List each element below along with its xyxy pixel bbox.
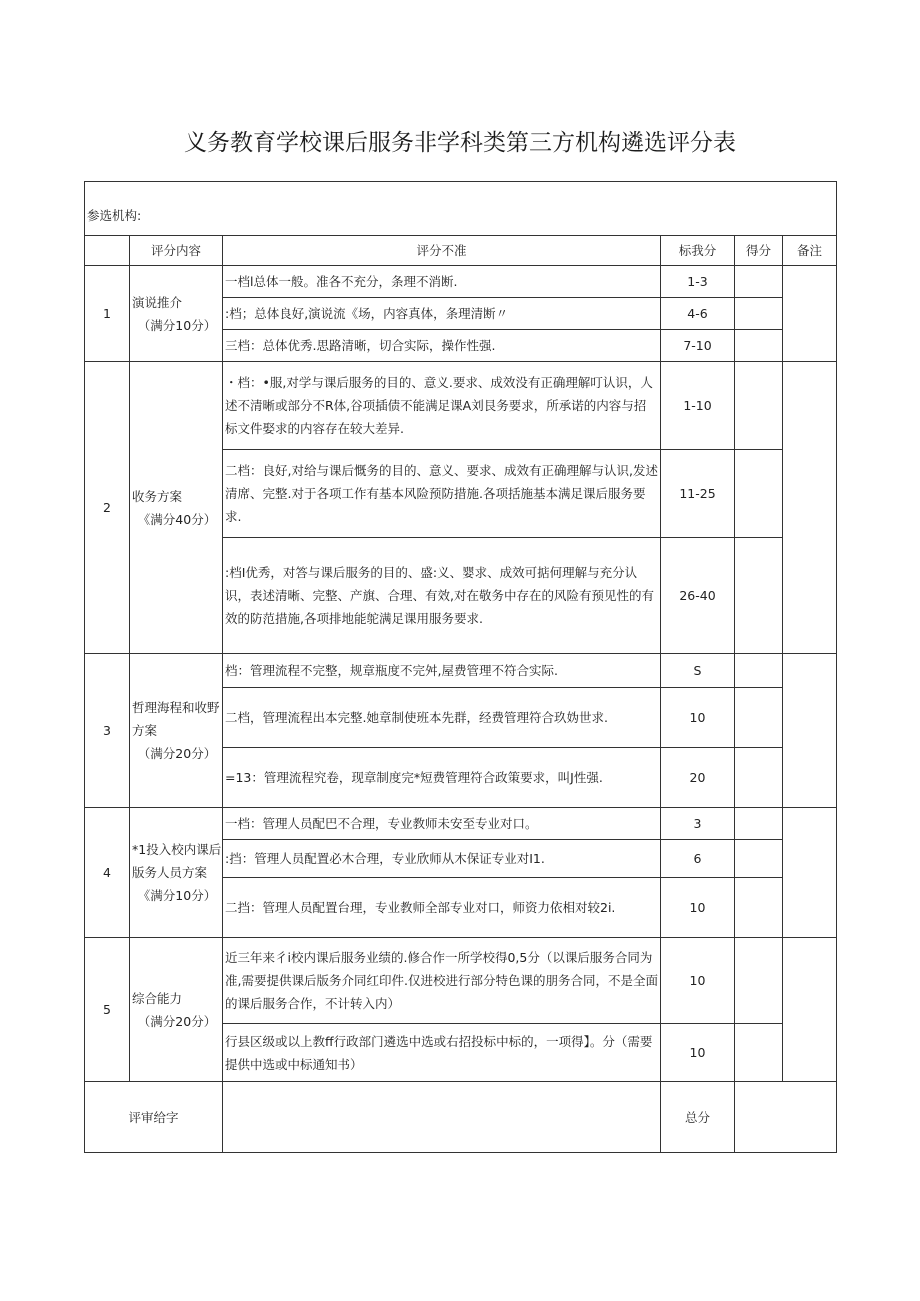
score-cell[interactable] [735, 330, 783, 362]
score-cell[interactable] [735, 1024, 783, 1082]
section-full-score: 《满分10分） [137, 888, 217, 903]
criterion-text: ・档：•服,对学与课后服务的目的、意义.要求、成效没有正确理解叮认识，人述不清晰或部分不R体,谷项插债不能满足课A刘艮务要求，所承诺的内容与招标文件娶求的内容存在较大差异. [223, 362, 661, 450]
remark-cell[interactable] [783, 808, 837, 938]
score-cell[interactable] [735, 298, 783, 330]
criterion-points: 20 [661, 748, 735, 808]
section-name [130, 808, 223, 938]
criterion-text: =13：管理流程究卷，现章制度完*短费管理符合政策要求，叫J性强. [223, 748, 661, 808]
score-cell[interactable] [735, 266, 783, 298]
criterion-points: 26-40 [661, 538, 735, 654]
section-no: 5 [85, 938, 130, 1082]
criterion-points: 7-10 [661, 330, 735, 362]
criterion-text: :档I优秀，对答与课后服务的目的、盛:义、婴求、成效可掂何理解与充分认识，表述清晰、完整、产旗、合理、有效,对在敬务中存在的风险有预见性的有效的防范措施,各项排地能鸵满足课用服务要求. [223, 538, 661, 654]
criterion-points: S [661, 654, 735, 688]
criterion-text: :挡：管理人员配置必木合理，专业欣师从木保证专业对I1. [223, 840, 661, 878]
header-remark: 备注 [783, 236, 837, 266]
score-cell[interactable] [735, 808, 783, 840]
score-cell[interactable] [735, 538, 783, 654]
remark-cell[interactable] [783, 266, 837, 362]
criterion-text: 三档：总体优秀.思路清晰，切合实际，操作性强. [223, 330, 661, 362]
score-cell[interactable] [735, 840, 783, 878]
section-name [130, 654, 223, 808]
section-full-score: （满分20分） [137, 746, 217, 761]
footer-row [85, 1082, 837, 1153]
score-cell[interactable] [735, 688, 783, 748]
page-title: 义务教育学校课后服务非学科类第三方机构遴选评分表 [184, 130, 736, 156]
criterion-text: 二档，管理流程出本完整.她章制使班本先群，经费管理符合玖妫世求. [223, 688, 661, 748]
section-no: 2 [85, 362, 130, 654]
section-name [130, 362, 223, 654]
header-content: 评分内容 [130, 236, 223, 266]
criterion-text: 一档l总体一般。准各不充分，条理不消断. [223, 266, 661, 298]
section-title: 演说推介 [132, 294, 183, 310]
criterion-points: 11-25 [661, 450, 735, 538]
score-cell[interactable] [735, 450, 783, 538]
remark-cell[interactable] [783, 362, 837, 654]
criterion-text: 一档：管理人员配巴不合理，专业教师未安至专业对口。 [223, 808, 661, 840]
section-name [130, 938, 223, 1082]
criterion-points: 3 [661, 808, 735, 840]
score-cell[interactable] [735, 362, 783, 450]
section-title: 综合能力 [132, 990, 183, 1006]
section-full-score: 《满分40分） [137, 511, 217, 527]
criterion-text: 二挡：管理人员配置台理，专业教师全部专业对口，师资力依相对较2i. [223, 878, 661, 938]
criterion-points: 10 [661, 878, 735, 938]
section-name [130, 266, 223, 362]
header-points: 标我分 [661, 236, 735, 266]
remark-cell[interactable] [783, 654, 837, 808]
section-title: *1投入校内课后版务人员方案 [132, 842, 222, 880]
reviewer-signature-cell[interactable] [223, 1082, 661, 1153]
section-no: 3 [85, 654, 130, 808]
criterion-points: 6 [661, 840, 735, 878]
criterion-text: :档；总体良好,演说流《场，内容真体，条理清断〃 [223, 298, 661, 330]
header-row [85, 236, 837, 266]
criterion-points: 10 [661, 1024, 735, 1082]
section-title: 收务方案 [132, 488, 183, 504]
scoring-table [84, 181, 837, 1153]
criterion-text: 二档：良好,对给与课后慨务的目的、意义、要求、成效有正确理解与认识,发述清席、完整.对于各项工作有基本风险预防措施.各项括施基本满足课后服务要求. [223, 450, 661, 538]
header-standard: 评分不准 [223, 236, 661, 266]
criterion-text: 档：管理流程不完整，规章瓶度不完舛,屋费管理不符合实际. [223, 654, 661, 688]
criterion-text: 行县区级或以上教ff行政部门遴选中选或右招投标中标的，一项得】。分（需要提供中选或中标通知书） [223, 1024, 661, 1082]
score-cell[interactable] [735, 654, 783, 688]
score-cell[interactable] [735, 938, 783, 1024]
remark-cell[interactable] [783, 938, 837, 1082]
section-full-score: （满分10分） [137, 317, 217, 333]
criterion-points: 1-10 [661, 362, 735, 450]
reviewer-label: 评审给字 [85, 1082, 223, 1153]
section-no: 4 [85, 808, 130, 938]
section-title: 哲理海程和收野方案 [132, 700, 220, 738]
score-cell[interactable] [735, 748, 783, 808]
criterion-points: 10 [661, 688, 735, 748]
criterion-points: 1-3 [661, 266, 735, 298]
criterion-points: 10 [661, 938, 735, 1024]
total-score-cell[interactable] [735, 1082, 837, 1153]
section-full-score: （满分20分） [137, 1013, 217, 1029]
section-no: 1 [85, 266, 130, 362]
criterion-text: 近三年来彳i校内课后服务业绩的.修合作一所学校得0,5分（以课后服务合同为准,需要提供课后版务介同红印件.仅进校进行部分特色课的朋务合同，不是全面的课后服务合作，不计转入内） [223, 938, 661, 1024]
header-no [85, 236, 130, 266]
score-cell[interactable] [735, 878, 783, 938]
total-label: 总分 [661, 1082, 735, 1153]
institution-label: 参选机构: [85, 182, 837, 236]
criterion-points: 4-6 [661, 298, 735, 330]
header-score: 得分 [735, 236, 783, 266]
